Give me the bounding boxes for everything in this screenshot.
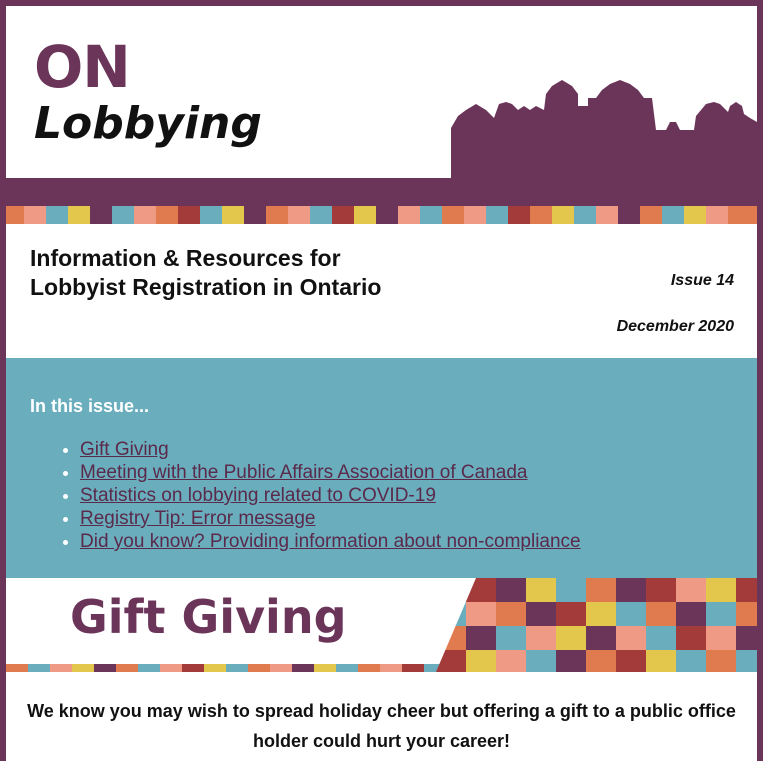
toc-heading: In this issue...	[30, 396, 150, 416]
logo-lobbying-text: Lobbying	[34, 98, 262, 149]
title-band	[6, 224, 757, 358]
header-color-stripe	[6, 206, 757, 224]
gift-giving-intro: We know you may wish to spread holiday cheer but offering a gift to a public office holder could hurt your career!	[27, 701, 736, 751]
gift-giving-banner	[6, 578, 757, 672]
toc-link-paac-meeting[interactable]: Meeting with the Public Affairs Association of Canada	[80, 462, 528, 483]
list-item	[80, 438, 581, 461]
list-item	[80, 530, 581, 553]
logo-on-text: ON	[34, 33, 130, 101]
header-banner	[6, 6, 757, 224]
list-item	[80, 484, 581, 507]
toc-list	[80, 438, 581, 553]
issue-date: December 2020	[616, 318, 734, 335]
list-item	[80, 507, 581, 530]
newsletter-frame	[6, 6, 757, 761]
toc-link-did-you-know[interactable]: Did you know? Providing information about non-compliance	[80, 531, 581, 552]
table-of-contents	[6, 358, 757, 578]
gift-giving-heading: Gift Giving	[70, 590, 347, 644]
issue-number: Issue 14	[670, 272, 734, 289]
toc-link-registry-tip[interactable]: Registry Tip: Error message	[80, 508, 316, 529]
toc-link-covid-statistics[interactable]: Statistics on lobbying related to COVID-19	[80, 485, 436, 506]
newsletter-title: Information & Resources for Lobbyist Registration in Ontario	[30, 245, 382, 300]
toc-link-gift-giving[interactable]: Gift Giving	[80, 439, 169, 460]
list-item	[80, 461, 581, 484]
